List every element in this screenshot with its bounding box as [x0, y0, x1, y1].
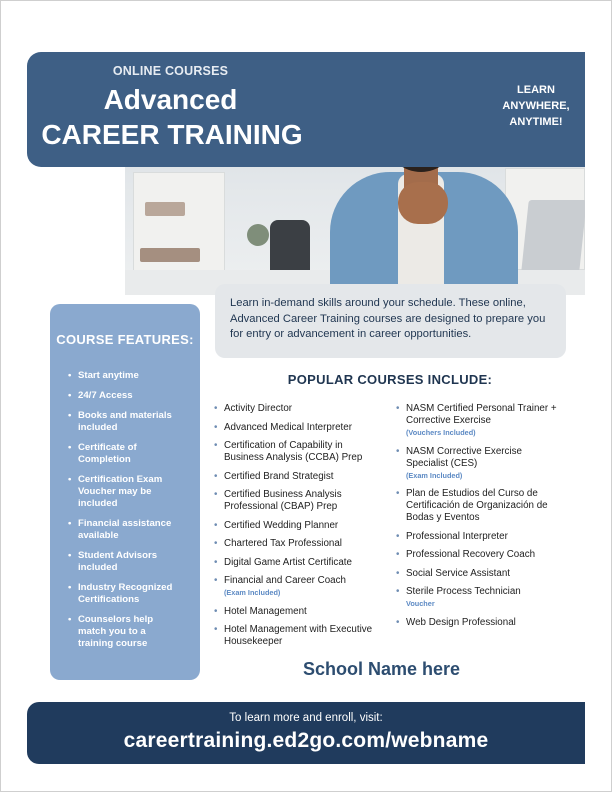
course-item: • Advanced Medical Interpreter: [214, 422, 399, 434]
courses-list-right: [396, 403, 571, 635]
course-features-list: [68, 370, 198, 658]
intro-box: [215, 284, 566, 358]
plant: [247, 224, 269, 246]
footer-band: [27, 702, 585, 764]
courses-list-left: [214, 403, 399, 655]
course-note: (Exam Included): [224, 588, 281, 597]
feature-item: • Books and materials included: [68, 410, 178, 434]
footer-cta: To learn more and enroll, visit:: [229, 712, 383, 724]
course-item: • Digital Game Artist Certificate: [214, 557, 399, 569]
course-item: • Web Design Professional: [396, 617, 571, 629]
tagline-line2: ANYWHERE,: [502, 100, 570, 112]
course-item: • Certified Wedding Planner: [214, 520, 399, 532]
feature-item: • Start anytime: [68, 370, 198, 382]
course-item: • Sterile Process Technician Voucher: [396, 586, 571, 610]
feature-item: • Industry Recognized Certifications: [68, 582, 193, 606]
course-item: • Certification of Capability in Business Analysis (CCBA) Prep: [214, 440, 384, 464]
school-name: School Name here: [302, 659, 461, 679]
course-note: (Exam Included): [406, 470, 463, 480]
tagline: [486, 82, 586, 130]
footer-url-link[interactable]: careertraining.ed2go.com/webname: [123, 729, 489, 752]
laptop: [521, 200, 585, 272]
course-item: • Certified Business Analysis Professional (CBAP) Prep: [214, 489, 359, 513]
course-item: • Social Service Assistant: [396, 568, 571, 580]
course-item: • NASM Corrective Exercise Specialist (CES) (Exam Included): [396, 446, 536, 482]
intro-text: Learn in-demand skills around your schedule. These online, Advanced Career Training courses are designed to prepare you for entry or advancement in career opportunities.: [230, 297, 546, 340]
course-item: • Financial and Career Coach (Exam Included): [214, 575, 399, 599]
books: [145, 202, 185, 216]
tagline-line3: ANYTIME!: [509, 116, 563, 128]
course-item: • Professional Interpreter: [396, 531, 571, 543]
course-item: • Activity Director: [214, 403, 399, 415]
feature-item: • 24/7 Access: [68, 390, 198, 402]
feature-item: • Certificate of Completion: [68, 442, 158, 466]
course-item: • Hotel Management: [214, 606, 399, 618]
tagline-line1: LEARN: [517, 84, 555, 96]
course-item: • Plan de Estudios del Curso de Certificación de Organización de Bodas y Eventos: [396, 488, 566, 524]
chair: [270, 220, 310, 275]
course-note: (Vouchers Included): [406, 428, 476, 437]
hands: [398, 182, 448, 224]
page-title-line2: CAREER TRAINING: [41, 119, 303, 150]
books: [140, 248, 200, 262]
page-title-line1: Advanced: [103, 84, 238, 115]
feature-item: • Certification Exam Voucher may be included: [68, 474, 178, 510]
course-item: • Professional Recovery Coach: [396, 549, 571, 561]
course-features-title: COURSE FEATURES:: [56, 332, 194, 347]
course-features-panel: [50, 304, 200, 680]
popular-courses-title: POPULAR COURSES INCLUDE:: [287, 372, 493, 387]
course-item: • Hotel Management with Executive Housekeeper: [214, 624, 374, 648]
feature-item: • Counselors help match you to a training course: [68, 614, 178, 650]
feature-item: • Financial assistance available: [68, 518, 188, 542]
course-item: • NASM Certified Personal Trainer + Corrective Exercise (Vouchers Included): [396, 403, 566, 439]
course-item: • Certified Brand Strategist: [214, 471, 399, 483]
feature-item: • Student Advisors included: [68, 550, 168, 574]
course-item: • Chartered Tax Professional: [214, 538, 399, 550]
header-kicker: ONLINE COURSES: [112, 64, 229, 78]
course-note: Voucher: [406, 599, 435, 608]
